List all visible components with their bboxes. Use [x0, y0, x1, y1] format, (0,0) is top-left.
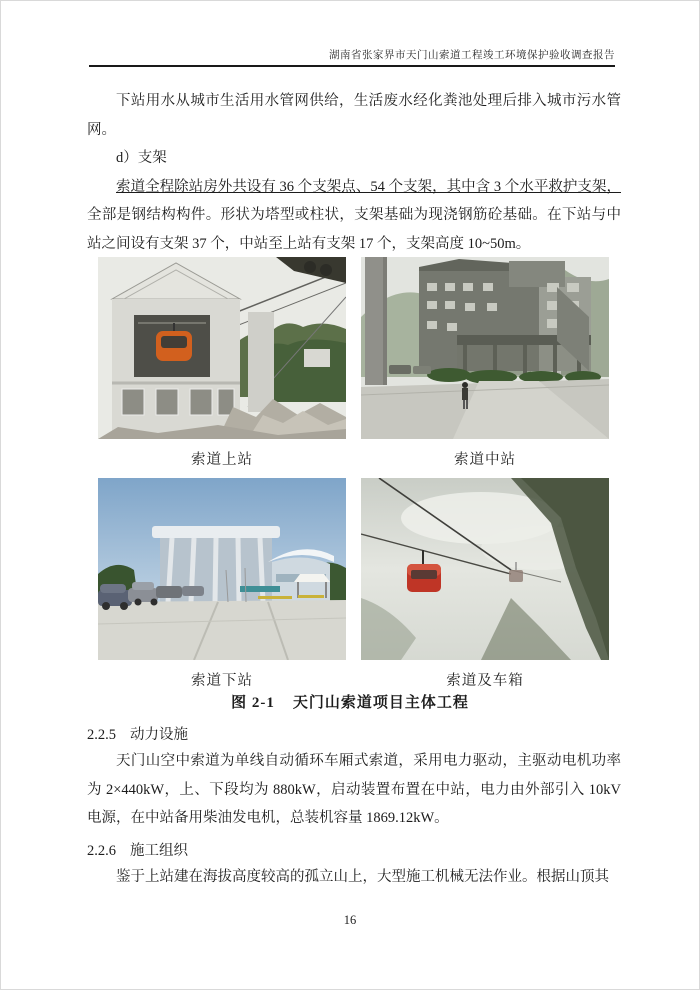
caption-upper-station: 索道上站 [191, 452, 253, 468]
heading-d-brackets: d）支架 [116, 150, 167, 166]
figure-label: 图 2-1 [231, 695, 275, 711]
paragraph-water-supply: 下站用水从城市生活用水管网供给，生活废水经化粪池处理后排入城市污水管网。 [87, 93, 621, 138]
section-heading-2-2-6 [87, 839, 188, 860]
upper-station-illustration [98, 257, 346, 439]
header-rule [89, 65, 615, 67]
section-title: 动力设施 [130, 727, 188, 743]
paragraph-power-facilities: 天门山空中索道为单线自动循环车厢式索道，采用电力驱动，主驱动电机功率为 2×440kW，上、下段均为 880kW，启动装置布置在中站，电力由外部引入 10kV 电源，在中站备用柴油发电机，总装机容量 1869.12kW。 [87, 753, 621, 826]
figure-title-text: 天门山索道项目主体工程 [292, 695, 469, 711]
ropeway-cabin-illustration [361, 478, 609, 660]
photo-lower-station [98, 478, 346, 660]
page-header-title: 湖南省张家界市天门山索道工程竣工环境保护验收调查报告 [329, 50, 615, 61]
photo-middle-station [361, 257, 609, 439]
paragraph-construction-org: 鉴于上站建在海拔高度较高的孤立山上，大型施工机械无法作业。根据山顶其 [116, 869, 609, 885]
caption-ropeway-cabin: 索道及车箱 [446, 672, 524, 689]
middle-station-illustration [361, 257, 609, 439]
section-number: 2.2.5 [87, 727, 116, 743]
photo-upper-station [98, 257, 346, 439]
lower-station-illustration [98, 478, 346, 660]
caption-lower-station: 索道下站 [191, 672, 253, 689]
page-number: 16 [343, 913, 357, 927]
section-heading-2-2-5 [87, 723, 188, 744]
paragraph-supports-underlined-line: 索道全程除站房外共设有 36 个支架点、54 个支架，其中含 3 个水平救护支架， [116, 178, 621, 195]
body-text-block [87, 87, 621, 258]
paragraph-supports [87, 173, 621, 259]
section-title: 施工组织 [130, 843, 188, 859]
figure-photo-grid [98, 257, 609, 698]
paragraph-supports-rest: 全部是钢结构构件。形状为塔型或柱状，支架基础为现浇钢筋砼基础。在下站与中站之间设有支架 37 个，中站至上站有支架 17 个，支架高度 10~50m。 [87, 207, 621, 252]
section-number: 2.2.6 [87, 843, 116, 859]
caption-middle-station: 索道中站 [454, 452, 516, 468]
figure-title [1, 693, 699, 713]
photo-ropeway-cabin [361, 478, 609, 660]
